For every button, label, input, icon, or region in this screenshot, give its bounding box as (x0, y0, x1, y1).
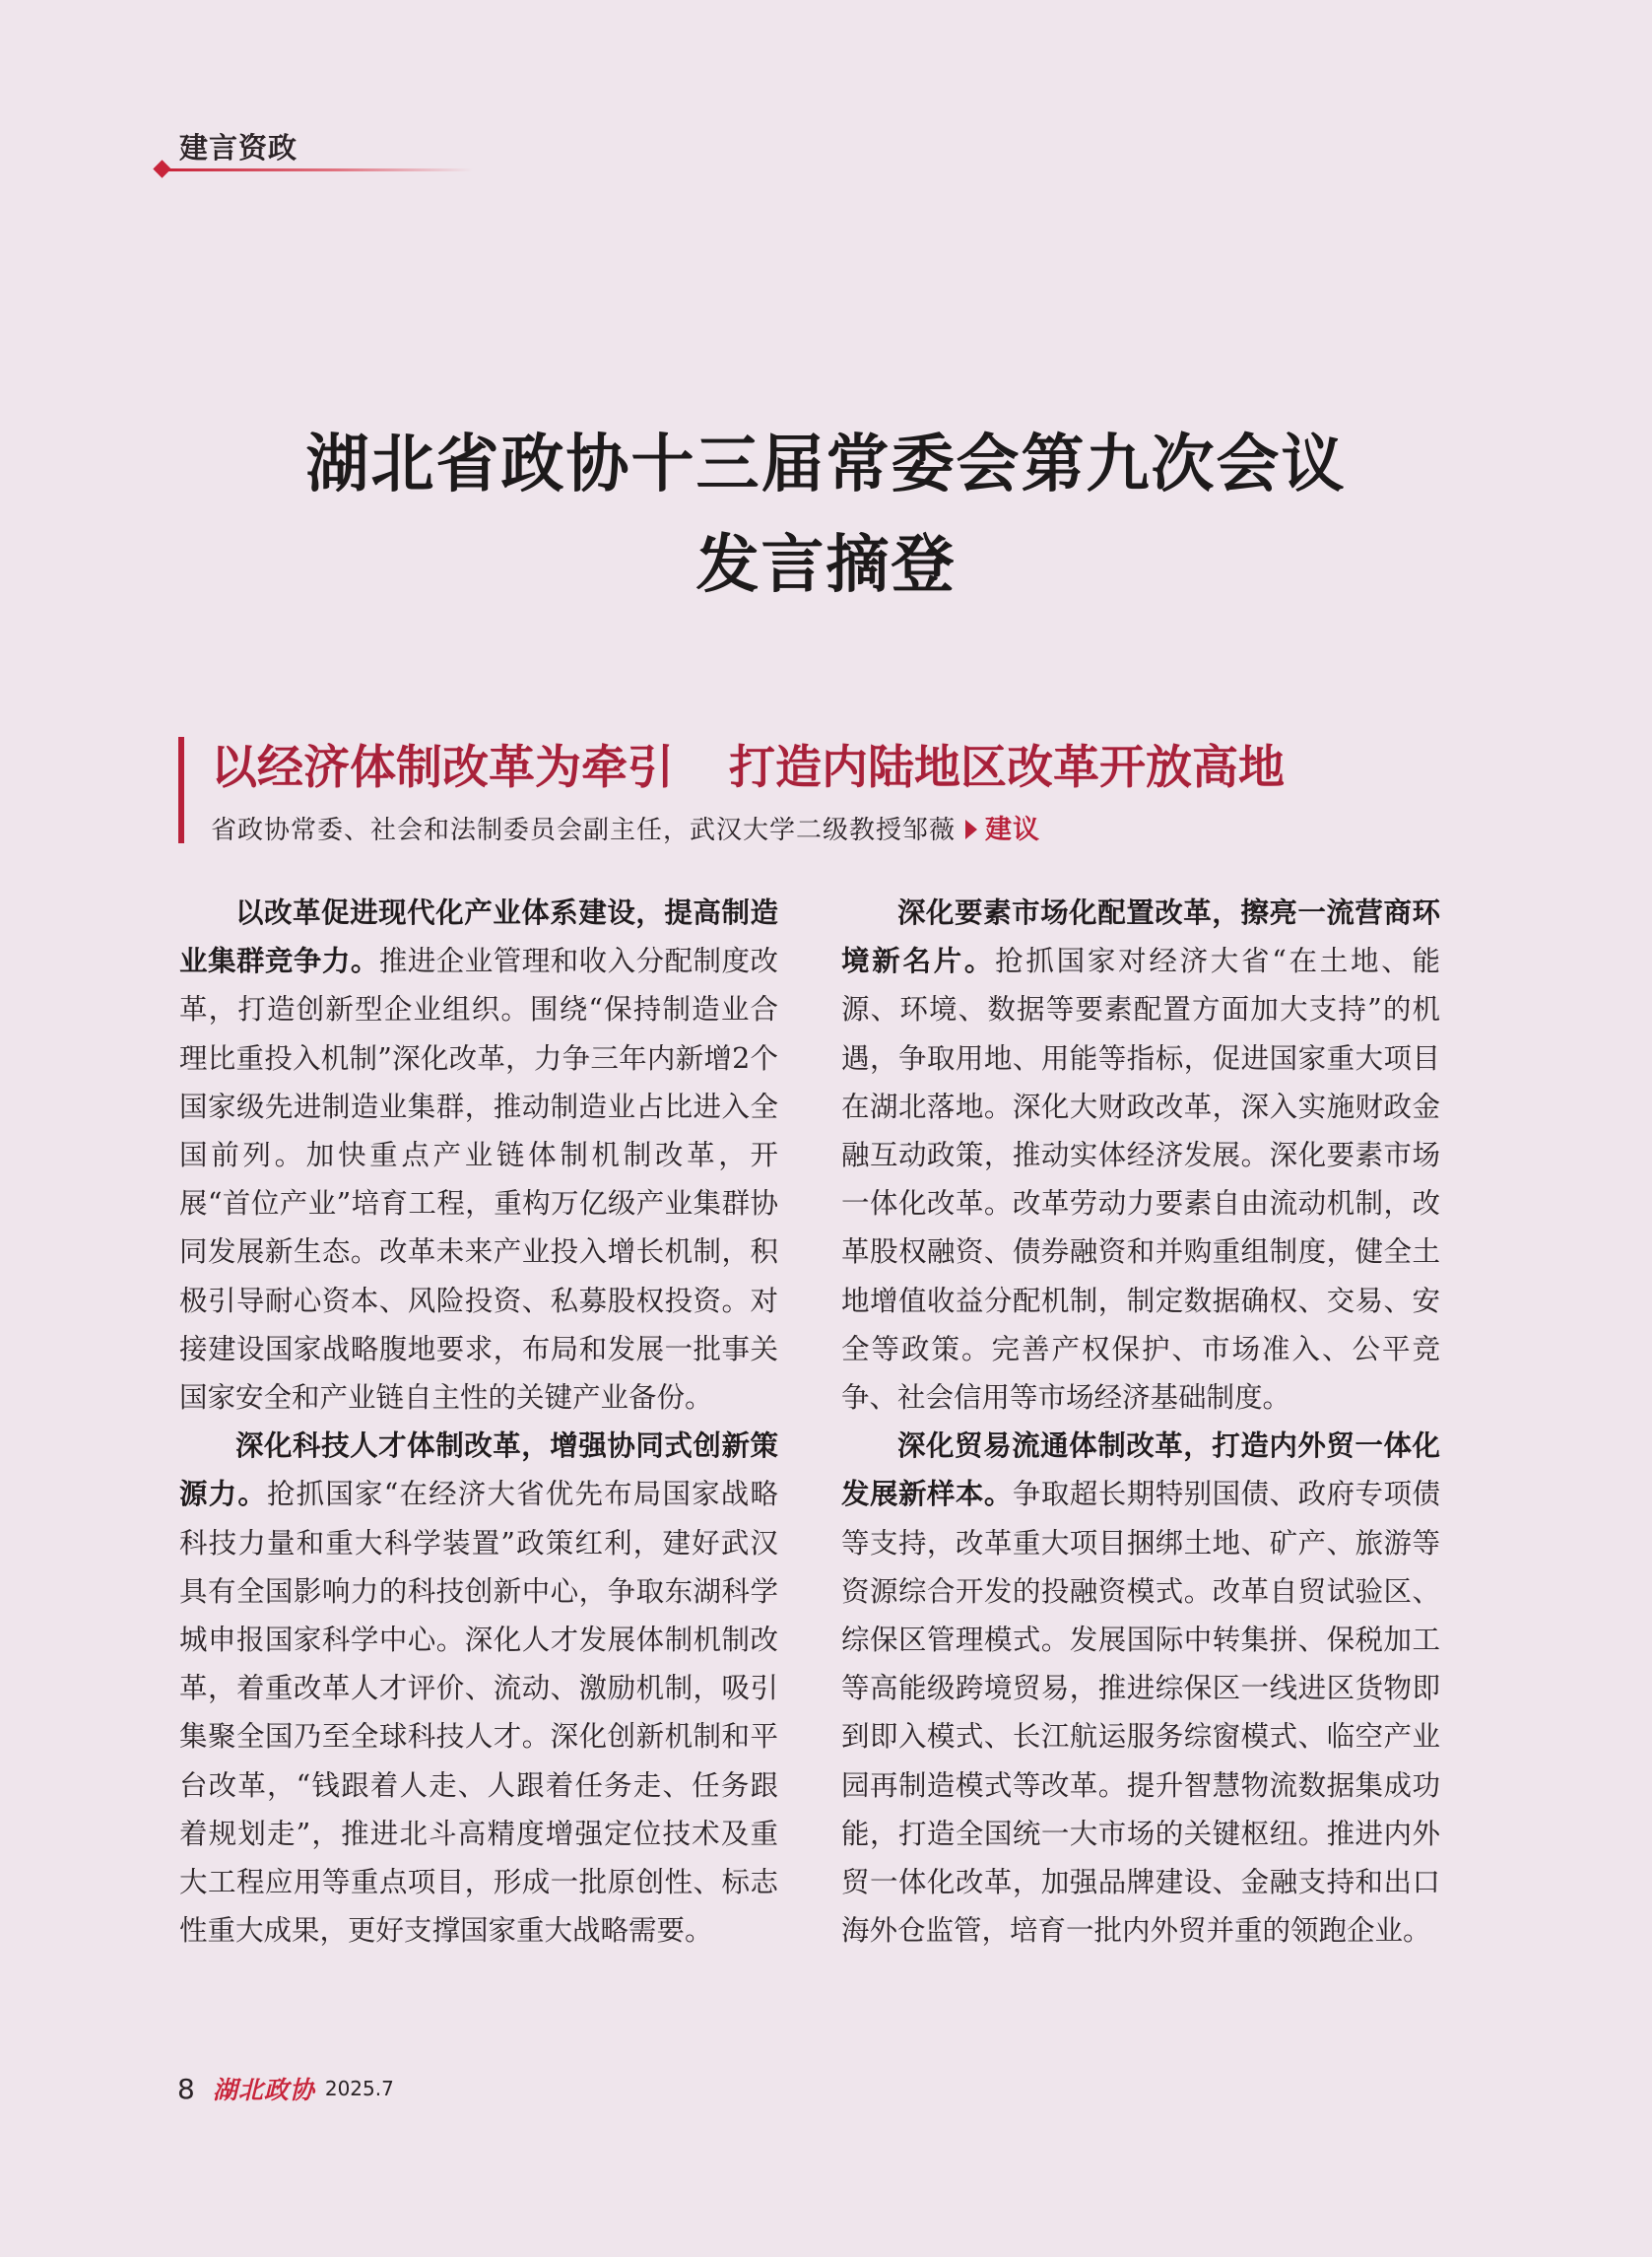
article-title (211, 731, 1285, 797)
article-paragraph (841, 1422, 1440, 1955)
paragraph-lead: 深化科技人才体制改革，增强协同式创新策源力。 (179, 1429, 778, 1511)
paragraph-body: 推进企业管理和收入分配制度改革，打造创新型企业组织。围绕“保持制造业合理比重投入机制”深化改革，力争三年内新增2个国家级先进制造业集群，推动制造业占比进入全国前列。加快重点产业链体制机制改革，开展“首位产业”培育工程，重构万亿级产业集群协同发展新生态。改革未来产业投入增长机制，积极引导耐心资本、风险投资、私募股权投资。对接建设国家战略腹地要求，布局和发展一批事关国家安全和产业链自主性的关键产业备份。 (179, 945, 778, 1415)
page-title-line1: 湖北省政协十三届常委会第九次会议 (305, 428, 1347, 501)
article-column-left (179, 889, 778, 1955)
article-column-right (841, 889, 1440, 1955)
issue-date: 2025.7 (324, 2077, 394, 2100)
article-byline (211, 808, 1040, 846)
paragraph-body: 争取超长期特别国债、政府专项债等支持，改革重大项目捆绑土地、矿产、旅游等资源综合开发的投融资模式。改革自贸试验区、综保区管理模式。发展国际中转集拼、保税加工等高能级跨境贸易，推进综保区一线进区货物即到即入模式、长江航运服务综窗模式、临空产业园再制造模式等改革。提升智慧物流数据集成功能，打造全国统一大市场的关键枢纽。推进内外贸一体化改革，加强品牌建设、金融支持和出口海外仓监管，培育一批内外贸并重的领跑企业。 (841, 1478, 1440, 1948)
byline-tag: 建议 (985, 815, 1041, 845)
page-number: 8 (177, 2072, 195, 2105)
article-paragraph (841, 889, 1440, 1422)
magazine-logo: 湖北政协 (212, 2076, 315, 2104)
section-divider (167, 168, 473, 171)
paragraph-lead: 深化要素市场化配置改革，擦亮一流营商环境新名片。 (841, 896, 1440, 978)
byline-text: 省政协常委、社会和法制委员会副主任，武汉大学二级教授邹薇 (211, 816, 957, 845)
page-title-line2: 发言摘登 (695, 528, 957, 602)
section-label: 建言资政 (179, 131, 298, 165)
article-title-part2: 打造内陆地区改革开放高地 (729, 741, 1285, 795)
page-footer (177, 2069, 394, 2108)
paragraph-lead: 深化贸易流通体制改革，打造内外贸一体化发展新样本。 (841, 1429, 1440, 1511)
article-paragraph (179, 1422, 778, 1955)
paragraph-lead: 以改革促进现代化产业体系建设，提高制造业集群竞争力。 (179, 896, 778, 978)
article-paragraph (179, 889, 778, 1422)
triangle-right-icon (965, 820, 977, 839)
article-title-bar (178, 737, 184, 843)
paragraph-body: 抢抓国家“在经济大省优先布局国家战略科技力量和重大科学装置”政策红利，建好武汉具有全国影响力的科技创新中心，争取东湖科学城申报国家科学中心。深化人才发展体制机制改革，着重改革人才评价、流动、激励机制，吸引集聚全国乃至全球科技人才。深化创新机制和平台改革，“钱跟着人走、人跟着任务走、任务跟着规划走”，推进北斗高精度增强定位技术及重大工程应用等重点项目，形成一批原创性、标志性重大成果，更好支撑国家重大战略需要。 (179, 1478, 778, 1948)
article-title-part1: 以经济体制改革为牵引 (211, 741, 674, 795)
paragraph-body: 抢抓国家对经济大省“在土地、能源、环境、数据等要素配置方面加大支持”的机遇，争取用地、用能等指标，促进国家重大项目在湖北落地。深化大财政改革，深入实施财政金融互动政策，推动实体经济发展。深化要素市场一体化改革。改革劳动力要素自由流动机制，改革股权融资、债券融资和并购重组制度，健全土地增值收益分配机制，制定数据确权、交易、安全等政策。完善产权保护、市场准入、公平竞争、社会信用等市场经济基础制度。 (841, 945, 1440, 1415)
